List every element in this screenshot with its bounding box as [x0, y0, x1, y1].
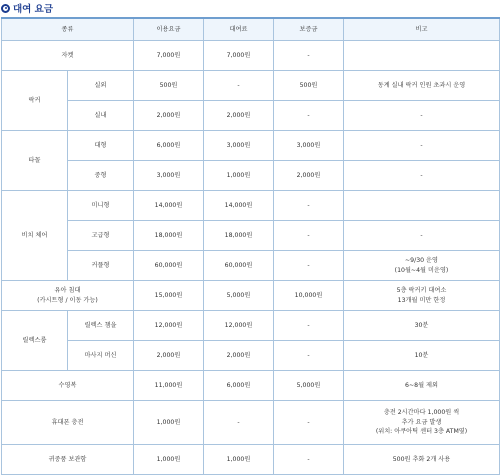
row-rental: 1,000원 — [204, 161, 274, 191]
row-group: 귀중품 보관함 — [2, 445, 134, 475]
row-note: - — [344, 131, 500, 161]
row-deposit: - — [274, 41, 344, 71]
row-fee: 1,000원 — [134, 401, 204, 445]
row-deposit: - — [274, 445, 344, 475]
row-deposit: - — [274, 251, 344, 281]
row-fee: 14,000원 — [134, 191, 204, 221]
row-fee: 3,000원 — [134, 161, 204, 191]
note-line: 추가 요금 발생 — [401, 418, 442, 426]
table-row — [2, 445, 500, 475]
col-header-note: 비고 — [344, 18, 500, 41]
section-title-text: 대여 요금 — [13, 4, 54, 15]
row-deposit: 2,000원 — [274, 161, 344, 191]
group-line: 유아 침대 — [54, 287, 81, 294]
note-line: 13개월 미만 한정 — [397, 296, 446, 304]
row-deposit: 5,000원 — [274, 371, 344, 401]
row-deposit: - — [274, 221, 344, 251]
row-rental: 60,000원 — [204, 251, 274, 281]
row-fee: 7,000원 — [134, 41, 204, 71]
bullet-icon — [1, 4, 10, 13]
col-header-type: 종류 — [2, 18, 134, 41]
row-note — [344, 281, 500, 311]
row-note — [344, 41, 500, 71]
row-item: 릴렉스 챔을 — [68, 311, 134, 341]
group-line: (카시트형 / 이동 가능) — [37, 296, 98, 304]
col-header-fee: 이용요금 — [134, 18, 204, 41]
note-line: 5층 락커키 대여소 — [396, 287, 447, 294]
table-row — [2, 281, 500, 311]
row-note: 10분 — [344, 341, 500, 371]
section-title — [0, 0, 500, 16]
row-group: 락커 — [2, 71, 68, 131]
row-note — [344, 191, 500, 221]
row-rental: - — [204, 401, 274, 445]
table-row — [2, 191, 500, 221]
table-row — [2, 221, 500, 251]
table-row — [2, 341, 500, 371]
row-rental: 6,000원 — [204, 371, 274, 401]
row-group: 타꼴 — [2, 131, 68, 191]
table-row — [2, 71, 500, 101]
row-fee: 2,000원 — [134, 101, 204, 131]
row-rental: 1,000원 — [204, 445, 274, 475]
row-note — [344, 401, 500, 445]
row-fee: 15,000원 — [134, 281, 204, 311]
row-deposit: 10,000원 — [274, 281, 344, 311]
row-note: 500원 추화 2개 사용 — [344, 445, 500, 475]
note-line: (위치: 아쿠아틱 센터 3층 ATM옆) — [375, 428, 468, 436]
row-note: - — [344, 221, 500, 251]
row-rental: 2,000원 — [204, 101, 274, 131]
row-rental: 3,000원 — [204, 131, 274, 161]
row-rental: 14,000원 — [204, 191, 274, 221]
row-item: 마사지 머신 — [68, 341, 134, 371]
row-group: 자켓 — [2, 41, 134, 71]
row-fee: 2,000원 — [134, 341, 204, 371]
row-fee: 1,000원 — [134, 445, 204, 475]
row-item: 커플형 — [68, 251, 134, 281]
table-row — [2, 311, 500, 341]
table-row — [2, 101, 500, 131]
row-note: 30분 — [344, 311, 500, 341]
row-fee: 500원 — [134, 71, 204, 101]
row-fee: 6,000원 — [134, 131, 204, 161]
row-item: 고급형 — [68, 221, 134, 251]
row-deposit: - — [274, 401, 344, 445]
note-line: (10월~4월 미운영) — [394, 266, 449, 274]
row-group: 휴대폰 충전 — [2, 401, 134, 445]
row-deposit: - — [274, 311, 344, 341]
row-deposit: 500원 — [274, 71, 344, 101]
row-note: 6~8월 제외 — [344, 371, 500, 401]
table-row — [2, 161, 500, 191]
table-header-row — [2, 18, 500, 41]
row-group: 수영복 — [2, 371, 134, 401]
table-row — [2, 131, 500, 161]
table-row — [2, 41, 500, 71]
table-row — [2, 371, 500, 401]
row-item: 실외 — [68, 71, 134, 101]
row-deposit: - — [274, 191, 344, 221]
row-rental: 2,000원 — [204, 341, 274, 371]
row-fee: 18,000원 — [134, 221, 204, 251]
row-note — [344, 251, 500, 281]
row-group: 비치 체어 — [2, 191, 68, 281]
row-note: 동계 실내 락커 인원 초과시 운영 — [344, 71, 500, 101]
rental-fee-table — [1, 17, 500, 475]
row-fee: 60,000원 — [134, 251, 204, 281]
table-row — [2, 251, 500, 281]
row-rental: 12,000원 — [204, 311, 274, 341]
row-rental: 5,000원 — [204, 281, 274, 311]
col-header-rental: 대여료 — [204, 18, 274, 41]
note-line: ~9/30 운영 — [404, 257, 438, 264]
row-fee: 11,000원 — [134, 371, 204, 401]
row-group: 릴렉스룸 — [2, 311, 68, 371]
row-item: 실내 — [68, 101, 134, 131]
row-deposit: - — [274, 341, 344, 371]
row-rental: 7,000원 — [204, 41, 274, 71]
row-deposit: - — [274, 101, 344, 131]
row-note: - — [344, 101, 500, 131]
row-fee: 12,000원 — [134, 311, 204, 341]
row-note: - — [344, 161, 500, 191]
row-group — [2, 281, 134, 311]
row-item: 중형 — [68, 161, 134, 191]
row-rental: 18,000원 — [204, 221, 274, 251]
note-line: 충전 2시간마다 1,000원 씩 — [383, 409, 460, 417]
table-row — [2, 401, 500, 445]
col-header-deposit: 보증금 — [274, 18, 344, 41]
row-item: 미니형 — [68, 191, 134, 221]
row-rental: - — [204, 71, 274, 101]
row-deposit: 3,000원 — [274, 131, 344, 161]
row-item: 대형 — [68, 131, 134, 161]
